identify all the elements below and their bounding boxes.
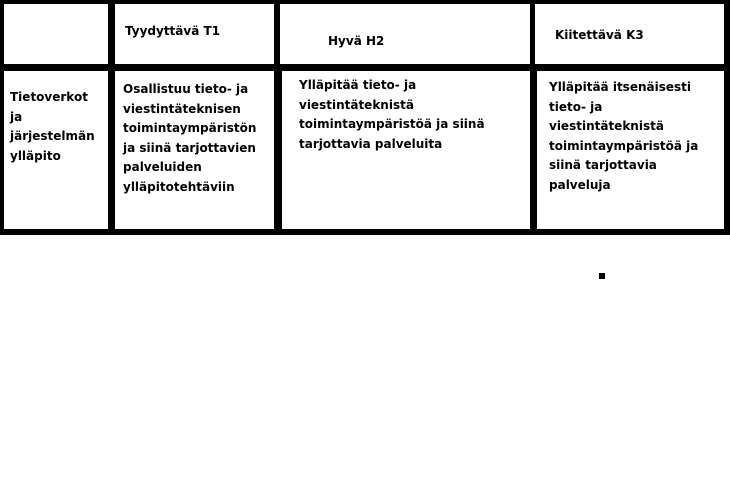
header-cell-h2 (280, 4, 530, 64)
criteria-text-t1: Osallistuu tieto- ja viestintäteknisen toimintaympäristön ja siinä tarjottavien palveluiden ylläpitotehtäviin (123, 82, 257, 194)
header-label-h2: Hyvä H2 (328, 34, 385, 48)
header-cell-empty (4, 4, 108, 64)
header-cell-t1 (115, 4, 274, 64)
criteria-cell-h2 (282, 71, 530, 229)
criteria-cell-k3 (537, 71, 724, 229)
assessment-table (0, 0, 730, 235)
stray-dot-mark (599, 273, 605, 279)
header-label-t1: Tyydyttävä T1 (125, 24, 221, 38)
row-topic-text: Tietoverkot ja järjestelmän ylläpito (10, 90, 95, 163)
header-cell-k3 (535, 4, 724, 64)
criteria-text-h2: Ylläpitää tieto- ja viestintäteknistä toimintaympäristöä ja siinä tarjottavia palveluita (299, 78, 485, 151)
criteria-text-k3: Ylläpitää itsenäisesti tieto- ja viestintäteknistä toimintaympäristöä ja siinä tarjottavia palveluja (549, 80, 699, 192)
row-topic-cell (4, 71, 108, 229)
header-label-k3: Kiitettävä K3 (555, 28, 644, 42)
criteria-cell-t1 (115, 71, 274, 229)
